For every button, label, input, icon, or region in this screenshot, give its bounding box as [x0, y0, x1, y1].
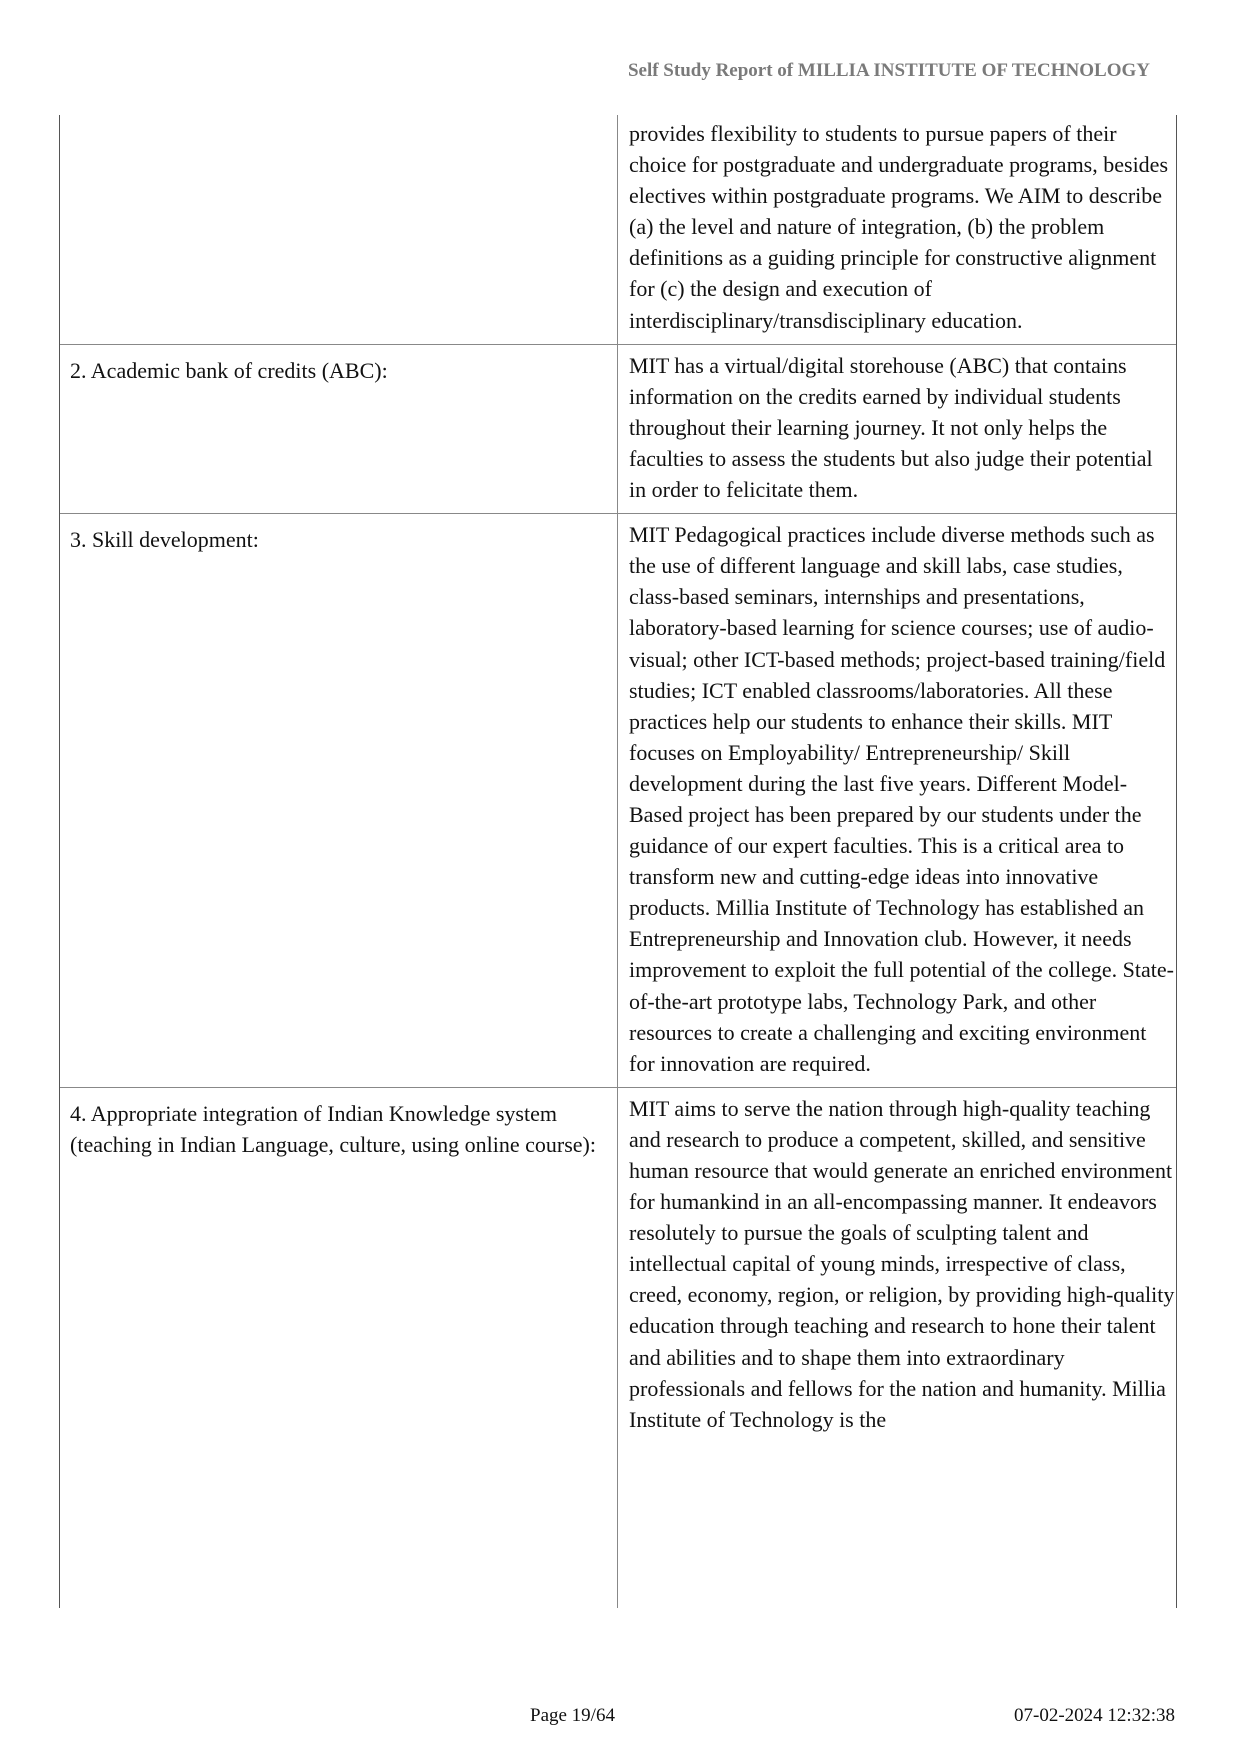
table-row [60, 1088, 1176, 1608]
print-timestamp: 07-02-2024 12:32:38 [1014, 1705, 1175, 1726]
table-row [60, 115, 1176, 345]
row-description: MIT Pedagogical practices include diverse methods such as the use of different language and skill labs, case studies, class-based seminars, internships and presentations, laboratory-based learning for science courses; use of audio-visual; other ICT-based methods; project-based training/field studies; ICT enabled classrooms/laboratories. All these practices help our students to enhance their skills. MIT focuses on Employability/ Entrepreneurship/ Skill development during the last five years. Different Model-Based project has been prepared by our students under the guidance of our expert faculties. This is a critical area to transform new and cutting-edge ideas into innovative products. Millia Institute of Technology has established an Entrepreneurship and Innovation club. However, it needs improvement to exploit the full potential of the college. State-of-the-art prototype labs, Technology Park, and other resources to create a challenging and exciting environment for innovation are required. [629, 522, 1174, 1076]
row-label: 2. Academic bank of credits (ABC): [60, 345, 618, 513]
row-description: MIT aims to serve the nation through high-quality teaching and research to produce a competent, skilled, and sensitive human resource that would generate an enriched environment for humankind in an all-encompassing manner. It endeavors resolutely to pursue the goals of sculpting talent and intellectual capital of young minds, irrespective of class, creed, economy, region, or religion, by providing high-quality education through teaching and research to hone their talent and abilities and to shape them into extraordinary professionals and fellows for the nation and humanity. Millia Institute of Technology is the [629, 1095, 1175, 1432]
page-number: Page 19/64 [530, 1705, 615, 1726]
row-label [60, 115, 618, 344]
table-row [60, 345, 1176, 514]
row-label: 3. Skill development: [60, 514, 618, 1087]
row-label: 4. Appropriate integration of Indian Knowledge system (teaching in Indian Language, culture, using online course): [60, 1088, 618, 1608]
table-row [60, 514, 1176, 1088]
row-description: MIT has a virtual/digital storehouse (ABC) that contains information on the credits earned by individual students throughout their learning journey. It not only helps the faculties to assess the students but also judge their potential in order to felicitate them. [629, 352, 1153, 503]
criteria-table [59, 115, 1177, 1608]
report-header: Self Study Report of MILLIA INSTITUTE OF TECHNOLOGY [627, 60, 1150, 81]
row-description: provides flexibility to students to pursue papers of their choice for postgraduate and undergraduate programs, besides electives within postgraduate programs. We AIM to describe (a) the level and nature of integration, (b) the problem definitions as a guiding principle for constructive alignment for (c) the design and execution of interdisciplinary/transdisciplinary education. [629, 121, 1169, 333]
